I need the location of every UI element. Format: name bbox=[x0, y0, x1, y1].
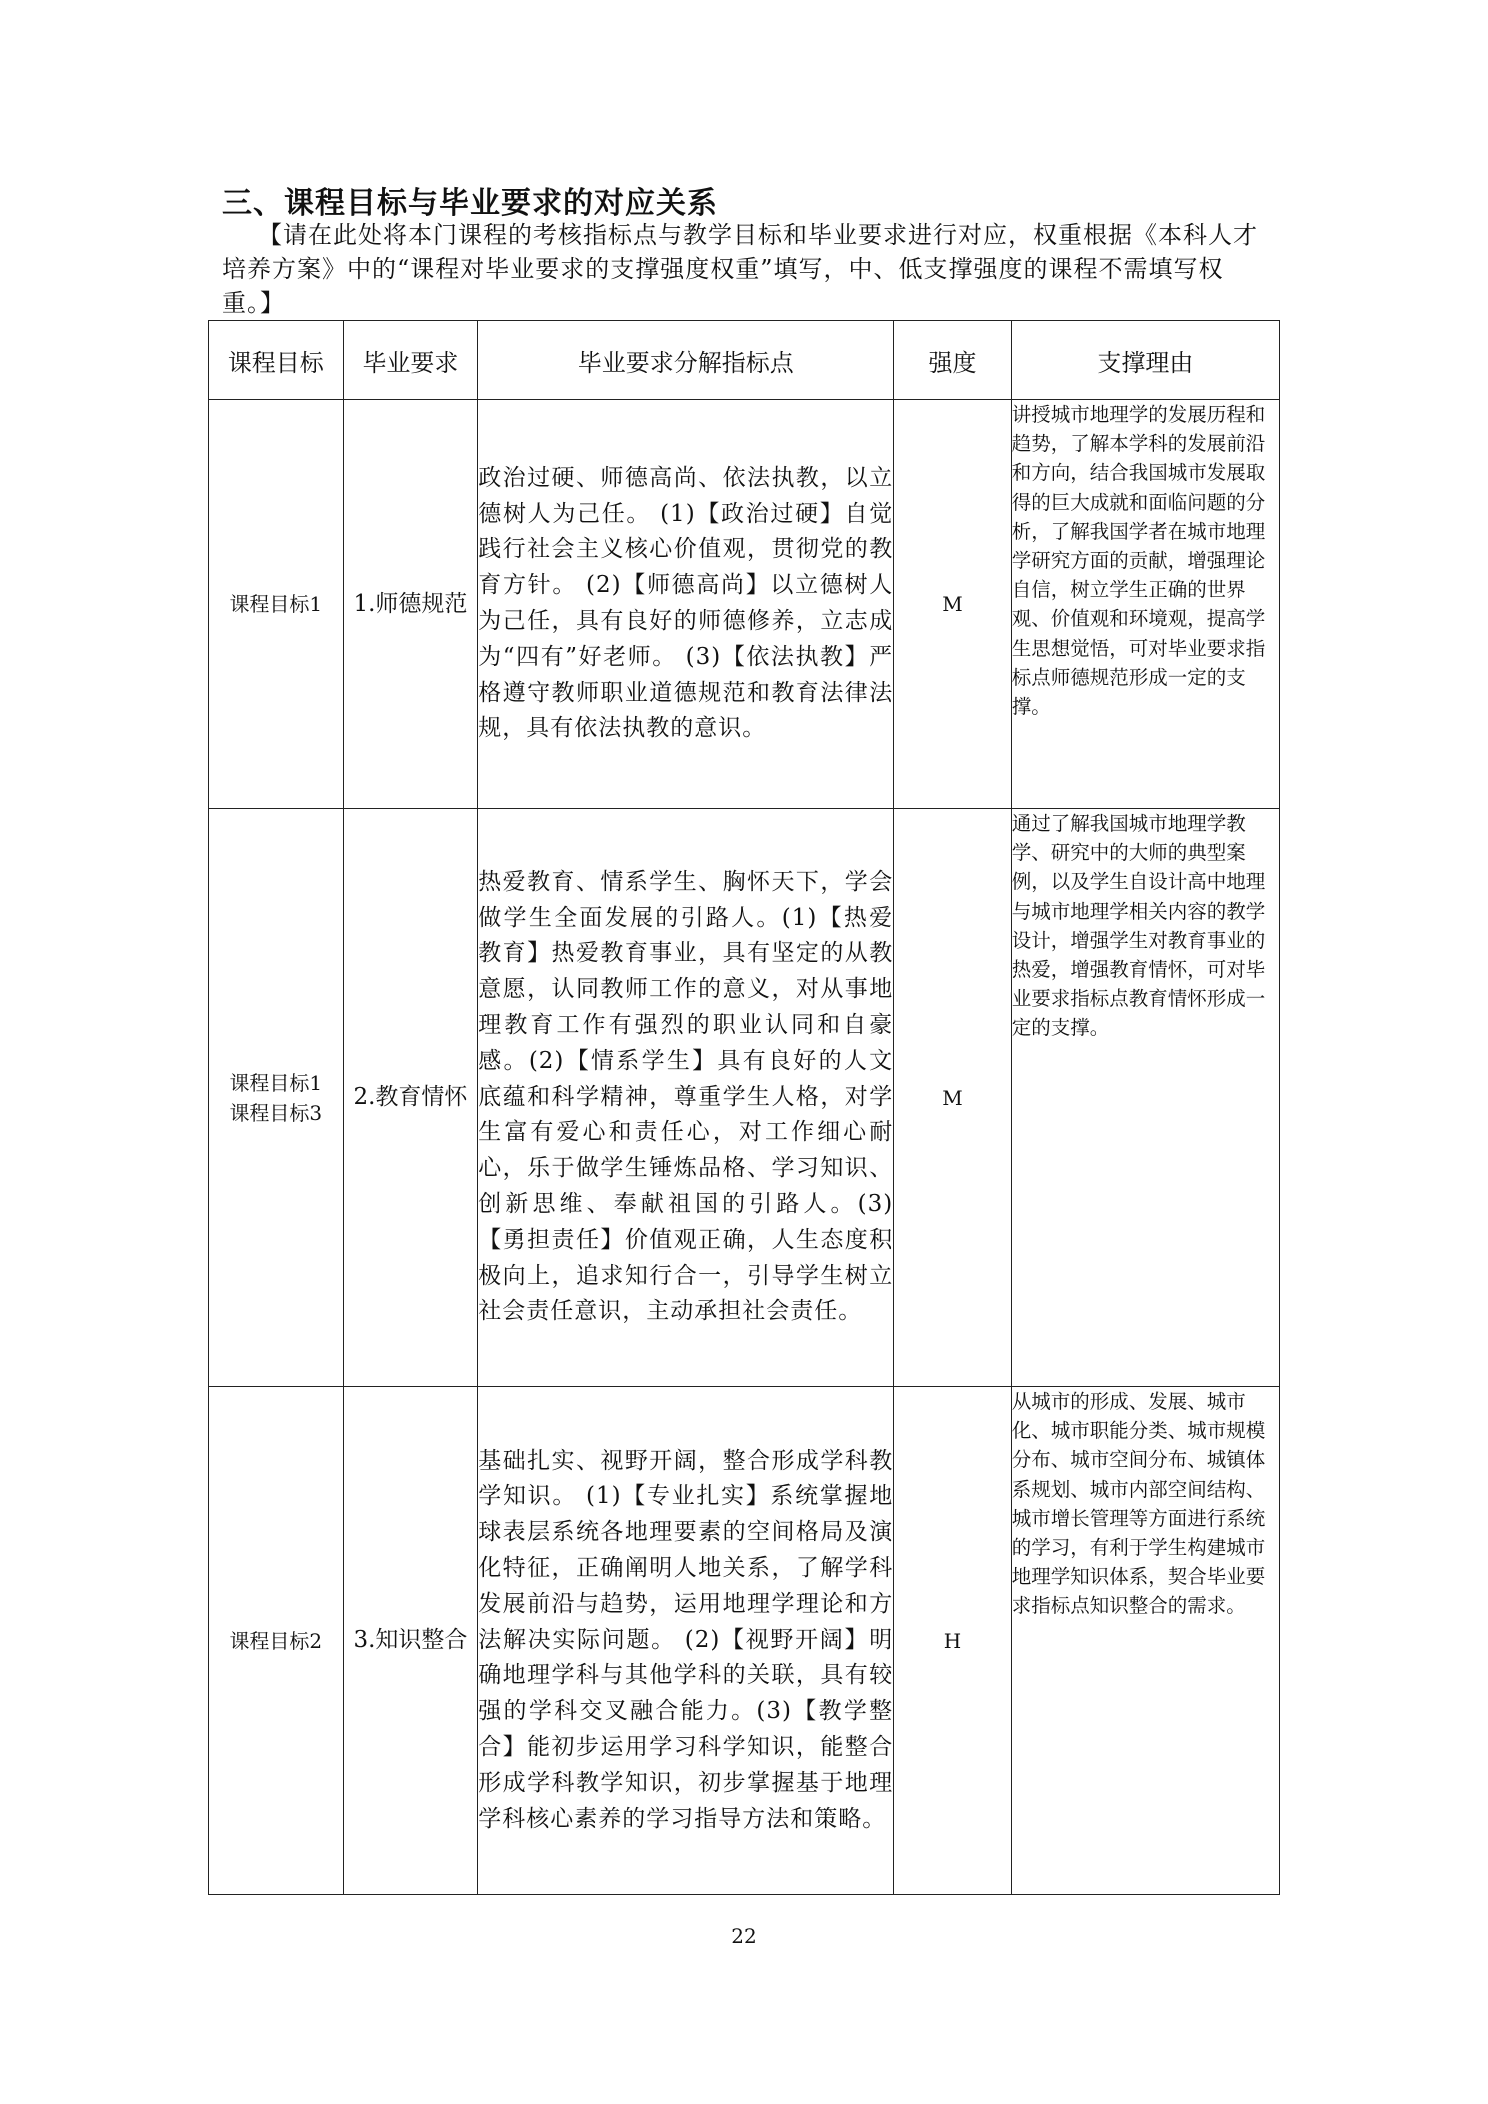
row-requirement: 2.教育情怀 bbox=[343, 809, 478, 1387]
row-reason: 通过了解我国城市地理学教学、研究中的大师的典型案例，以及学生自设计高中地理与城市地理学相关内容的教学设计，增强学生对教育事业的热爱，增强教育情怀，可对毕业要求指标点教育情怀形成一定的支撑。 bbox=[1011, 809, 1279, 1387]
row-strength: M bbox=[894, 809, 1012, 1387]
row-strength: M bbox=[894, 400, 1012, 809]
goal-label: 课程目标3 bbox=[229, 1100, 323, 1125]
header-goal: 课程目标 bbox=[209, 321, 344, 400]
header-strength: 强度 bbox=[894, 321, 1012, 400]
requirements-table bbox=[208, 320, 1280, 1895]
row-requirement: 3.知识整合 bbox=[343, 1387, 478, 1895]
row-reason: 从城市的形成、发展、城市化、城市职能分类、城市规模分布、城市空间分布、城镇体系规划、城市内部空间结构、城市增长管理等方面进行系统的学习，有利于学生构建城市地理学知识体系，契合毕业要求指标点知识整合的需求。 bbox=[1011, 1387, 1279, 1895]
row-reason: 讲授城市地理学的发展历程和趋势，了解本学科的发展前沿和方向，结合我国城市发展取得的巨大成就和面临问题的分析，了解我国学者在城市地理学研究方面的贡献，增强理论自信，树立学生正确的世界观、价值观和环境观，提高学生思想觉悟，可对毕业要求指标点师德规范形成一定的支撑。 bbox=[1011, 400, 1279, 809]
page-number: 22 bbox=[731, 1924, 757, 1948]
row-requirement: 1.师德规范 bbox=[343, 400, 478, 809]
header-requirement: 毕业要求 bbox=[343, 321, 478, 400]
goal-label: 课程目标1 bbox=[229, 1070, 323, 1095]
row-goal-cell bbox=[209, 1387, 344, 1895]
row-indicator: 政治过硬、师德高尚、依法执教，以立德树人为己任。 (1)【政治过硬】自觉践行社会主义核心价值观，贯彻党的教育方针。 (2)【师德高尚】以立德树人为己任，具有良好的师德修养，立志成为“四有”好老师。 (3)【依法执教】严格遵守教师职业道德规范和教育法律法规，具有依法执教的意识。 bbox=[478, 400, 894, 809]
goal-label: 课程目标1 bbox=[229, 592, 323, 616]
goal-label: 课程目标2 bbox=[229, 1628, 323, 1653]
section-heading: 三、课程目标与毕业要求的对应关系 bbox=[222, 186, 718, 221]
row-goal-cell bbox=[209, 400, 344, 809]
table-row bbox=[209, 400, 1280, 809]
row-goal-cell bbox=[209, 809, 344, 1387]
table-header-row bbox=[209, 321, 1280, 400]
header-indicator: 毕业要求分解指标点 bbox=[478, 321, 894, 400]
table-row bbox=[209, 1387, 1280, 1895]
table-row bbox=[209, 809, 1280, 1387]
row-indicator: 热爱教育、情系学生、胸怀天下，学会做学生全面发展的引路人。(1)【热爱教育】热爱教育事业，具有坚定的从教意愿，认同教师工作的意义，对从事地理教育工作有强烈的职业认同和自豪感。(2)【情系学生】具有良好的人文底蕴和科学精神，尊重学生人格，对学生富有爱心和责任心，对工作细心耐心，乐于做学生锤炼品格、学习知识、创新思维、奉献祖国的引路人。(3)【勇担责任】价值观正确，人生态度积极向上，追求知行合一，引导学生树立社会责任意识，主动承担社会责任。 bbox=[478, 809, 894, 1387]
instruction-note: 【请在此处将本门课程的考核指标点与教学目标和毕业要求进行对应，权重根据《本科人才培养方案》中的“课程对毕业要求的支撑强度权重”填写，中、低支撑强度的课程不需填写权重。】 bbox=[222, 221, 1258, 317]
row-strength: H bbox=[894, 1387, 1012, 1895]
row-indicator: 基础扎实、视野开阔，整合形成学科教学知识。 (1)【专业扎实】系统掌握地球表层系统各地理要素的空间格局及演化特征，正确阐明人地关系，了解学科发展前沿与趋势，运用地理学理论和方法解决实际问题。 (2)【视野开阔】明确地理学科与其他学科的关联，具有较强的学科交叉融合能力。(3)【教学整合】能初步运用学习科学知识，能整合形成学科教学知识，初步掌握基于地理学科核心素养的学习指导方法和策略。 bbox=[478, 1387, 894, 1895]
header-reason: 支撑理由 bbox=[1011, 321, 1279, 400]
